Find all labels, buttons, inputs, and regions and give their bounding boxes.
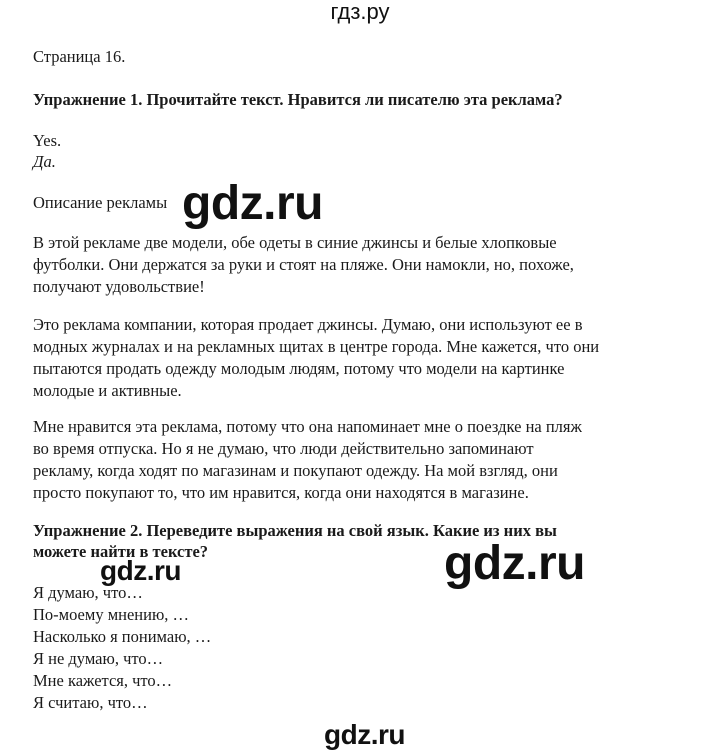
paragraph-line: получают удовольствие!	[33, 277, 205, 296]
exercise-1-title: Упражнение 1. Прочитайте текст. Нравится ли писателю эта реклама?	[33, 90, 563, 109]
paragraph-line: Это реклама компании, которая продает джинсы. Думаю, они используют ее в	[33, 315, 583, 334]
phrase-item: Насколько я понимаю, …	[33, 627, 212, 646]
answer-english: Yes.	[33, 131, 62, 150]
watermark-large: gdz.ru	[182, 177, 323, 230]
watermark-small: gdz.ru	[100, 555, 181, 586]
phrase-item: Я считаю, что…	[33, 693, 148, 712]
paragraph-line: во время отпуска. Но я не думаю, что люди действительно запоминают	[33, 439, 534, 458]
phrase-item: Я думаю, что…	[33, 583, 143, 602]
phrase-item: Я не думаю, что…	[33, 649, 164, 668]
answer-russian: Да.	[33, 152, 56, 171]
exercise-2-title-line: Упражнение 2. Переведите выражения на свой язык. Какие из них вы	[33, 521, 557, 540]
paragraph-line: просто покупают то, что им нравится, когда они находятся в магазине.	[33, 483, 529, 502]
section-title: Описание рекламы	[33, 193, 168, 212]
paragraph-line: модных журналах и на рекламных щитах в центре города. Мне кажется, что они	[33, 337, 600, 356]
paragraph-line: Мне нравится эта реклама, потому что она напоминает мне о поездке на пляж	[33, 417, 582, 436]
phrase-item: Мне кажется, что…	[33, 671, 173, 690]
paragraph-line: молодые и активные.	[33, 381, 182, 400]
paragraph-line: В этой рекламе две модели, обе одеты в синие джинсы и белые хлопковые	[33, 233, 557, 252]
phrase-item: По-моему мнению, …	[33, 605, 190, 624]
exercise-2-title-line: можете найти в тексте?	[33, 542, 209, 561]
paragraph-3	[33, 416, 673, 504]
paragraph-2	[33, 314, 673, 402]
site-header: гдз.ру	[330, 0, 390, 24]
watermark-small: gdz.ru	[324, 719, 405, 750]
paragraph-1	[33, 232, 673, 298]
paragraph-line: пытаются продать одежду молодым людям, потому что модели на картинке	[33, 359, 565, 378]
phrase-list	[33, 582, 211, 714]
page-label: Страница 16.	[33, 47, 126, 66]
paragraph-line: рекламу, когда ходят по магазинам и покупают одежду. На мой взгляд, они	[33, 461, 558, 480]
paragraph-line: футболки. Они держатся за руки и стоят на пляже. Они намокли, но, похоже,	[33, 255, 574, 274]
watermark-large: gdz.ru	[444, 537, 585, 590]
